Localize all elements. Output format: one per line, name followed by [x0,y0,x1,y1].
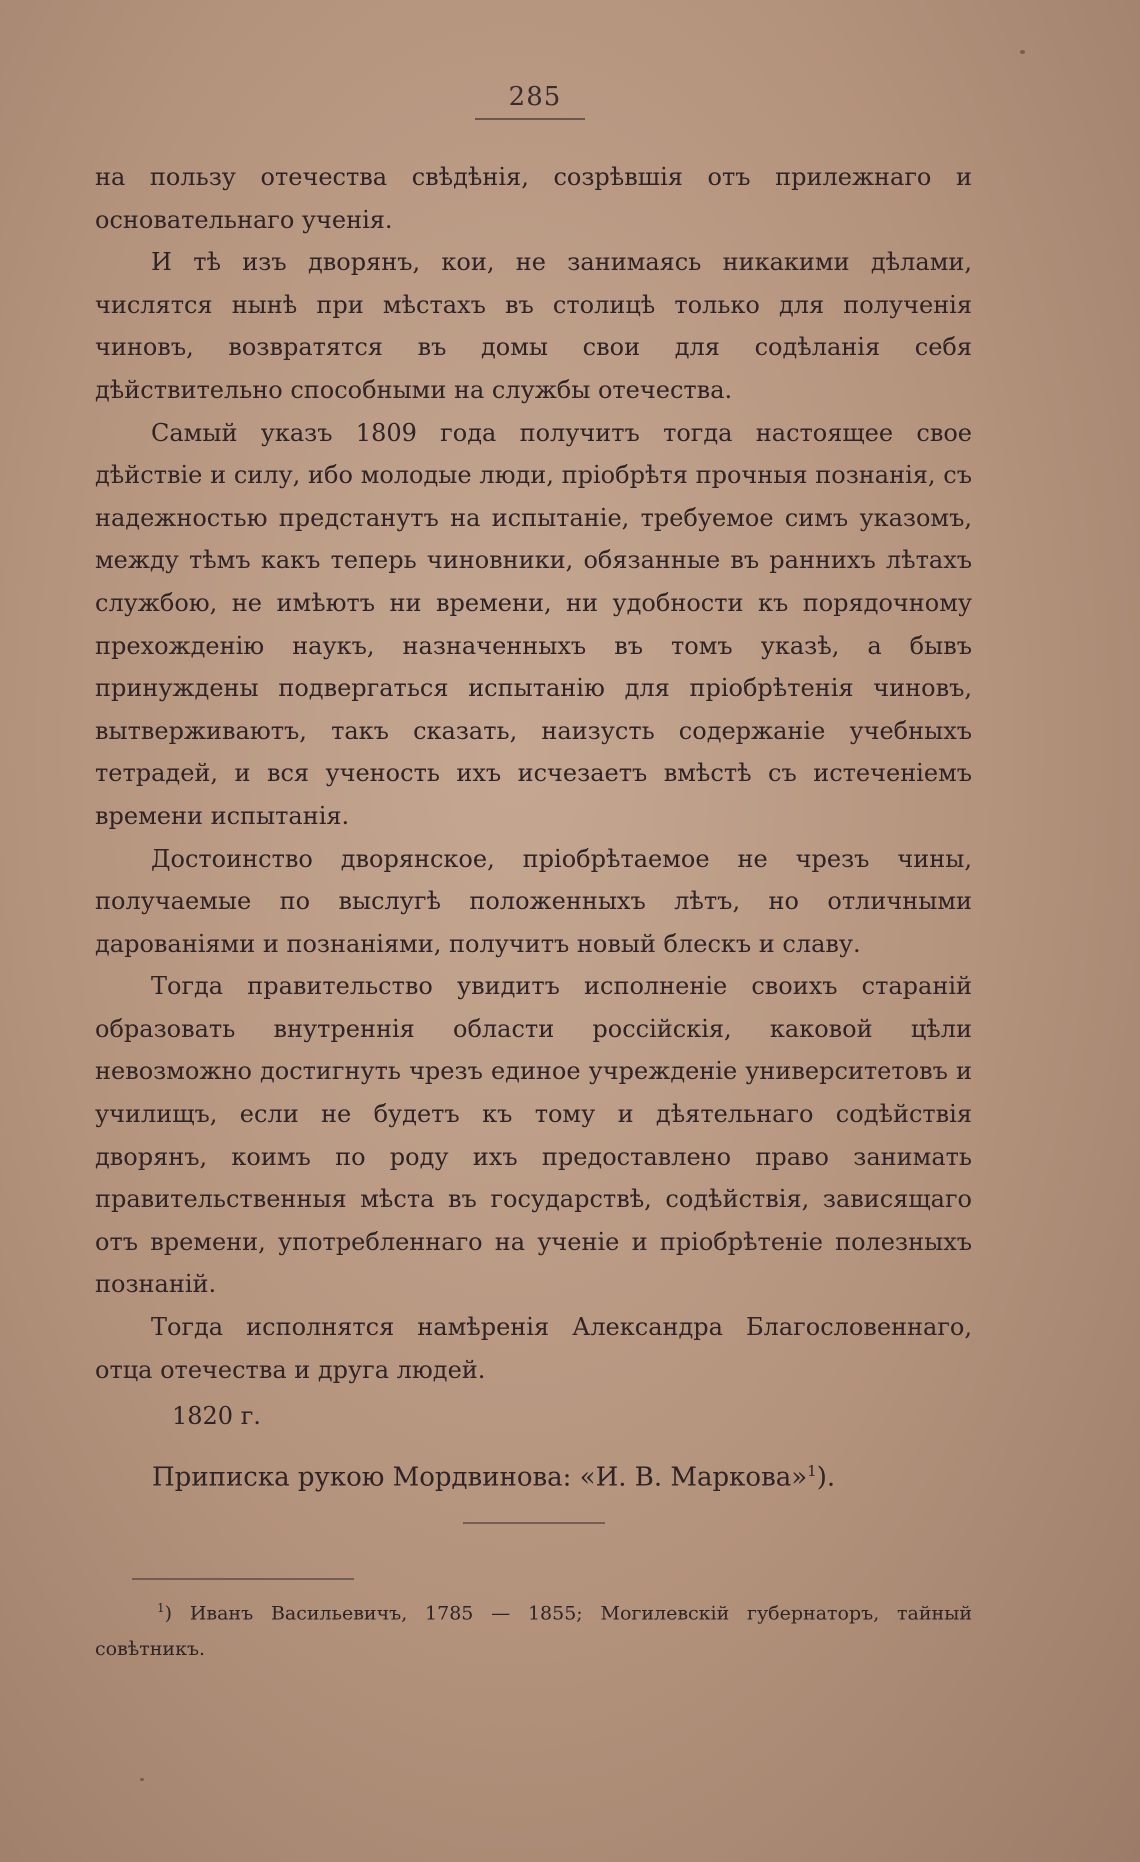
footnote [95,1590,972,1667]
footnote-marker: 1 [157,1601,165,1615]
footnote-rule [132,1578,354,1580]
paragraph: на пользу отечества свѣдѣнія, созрѣвшія отъ прилежнаго и основательнаго ученія. [95,163,972,234]
paragraph: Тогда исполнятся намѣренія Александра Благословеннаго, отца отечества и друга людей. [95,1313,972,1384]
paper-speck [140,1778,144,1781]
date-line: 1820 г. [172,1402,261,1430]
postscript [152,1450,952,1499]
paragraph: Достоинство дворянское, пріобрѣтаемое не чрезъ чины, получаемые по выслугѣ положенныхъ лѣтъ, но отличными дарованіями и познаніями, получитъ новый блескъ и славу. [95,844,972,958]
paragraph: Самый указъ 1809 года получитъ тогда настоящее свое дѣйствіе и силу, ибо молодые люди, пріобрѣтя прочныя познанія, съ надежностью предстанутъ на испытаніе, требуемое симъ указомъ, между тѣмъ какъ теперь чиновники, обязанные въ раннихъ лѣтахъ службою, не имѣютъ ни времени, ни удобности къ порядочному прехожденію наукъ, назначенныхъ въ томъ указѣ, а бывъ принуждены подвергаться испытанію для пріобрѣтенія чиновъ, вытверживаютъ, такъ сказать, наизусть содержаніе учебныхъ тетрадей, и вся ученость ихъ исчезаетъ вмѣстѣ съ истеченіемъ времени испытанія. [95,418,972,830]
footnote-reference[interactable]: 1 [807,1462,817,1480]
footnote-text: ) Иванъ Васильевичъ, 1785 — 1855; Могилевскій губернаторъ, тайный совѣтникъ. [95,1602,972,1661]
paper-speck [1020,50,1025,54]
body-text [95,156,972,1391]
postscript-closing: ). [816,1462,836,1493]
page-number-rule [475,118,585,120]
postscript-text: Приписка рукою Мордвинова: «И. В. Маркова» [152,1462,808,1493]
paragraph: И тѣ изъ дворянъ, кои, не занимаясь никакими дѣлами, числятся нынѣ при мѣстахъ въ столицѣ только для полученія чиновъ, возвратятся въ домы свои для содѣланія себя дѣйствительно способными на службы отечества. [95,248,972,404]
end-rule [463,1522,605,1524]
paragraph: Тогда правительство увидитъ исполненіе своихъ стараній образовать внутреннія области россійскія, каковой цѣли невозможно достигнуть чрезъ единое учрежденіе университетовъ и училищъ, если не будетъ къ тому и дѣятельнаго содѣйствія дворянъ, коимъ по роду ихъ предоставлено право занимать правительственныя мѣста въ государствѣ, содѣйствія, зависящаго отъ времени, употребленнаго на ученіе и пріобрѣтеніе полезныхъ познаній. [95,972,972,1299]
page-number: 285 [508,82,562,112]
